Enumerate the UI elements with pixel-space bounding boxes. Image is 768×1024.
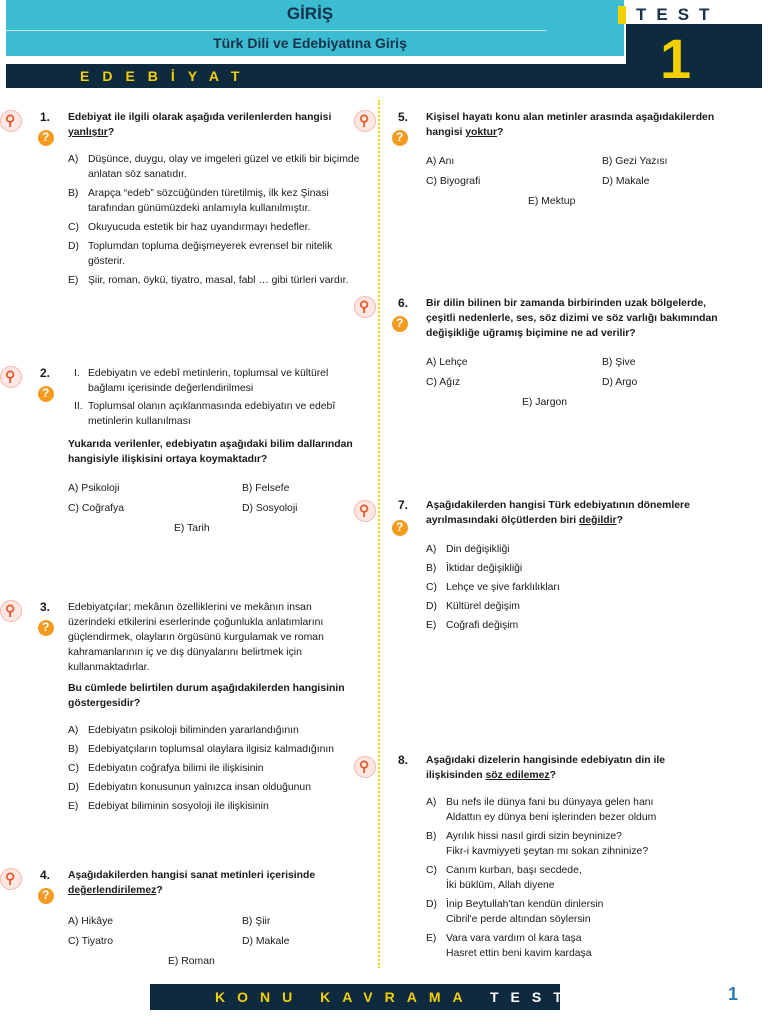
option-d[interactable]: D) Edebiyatın konusunun yalnızca insan olduğunun <box>68 782 311 793</box>
question-number: 4. <box>40 868 51 882</box>
option-a[interactable]: A) Düşünce, duygu, olay ve imgeleri güzel ve etkili bir biçimde anlatan söz sanatıdır. <box>68 154 360 180</box>
test-number-box <box>626 24 762 88</box>
question-2 <box>40 366 360 541</box>
option-a[interactable]: A) Edebiyatın psikoloji biliminden yararlandığının <box>68 725 299 736</box>
question-passage: Edebiyatçılar; mekânın özelliklerini ve mekânın insan üzerindeki etkilerini eserlerinde çoğunlukla anlatımlarını güçlendirmek, olayların örgüsünü kurgulamak ve roman kahramanlarının iç ve dış dünyalarını belirtmek için kullanmaktadırlar. <box>68 602 324 673</box>
option-b[interactable]: B) Şive <box>602 357 636 368</box>
option-c[interactable]: C) Coğrafya <box>68 503 125 514</box>
question-mark-icon[interactable]: ? <box>392 316 408 332</box>
option-e[interactable]: E) Tarih <box>174 523 210 534</box>
question-mark-icon[interactable]: ? <box>38 888 54 904</box>
option-b[interactable]: B) Ayrılık hissi nasıl girdi sizin beyninize? Fikr-i kavmiyyeti şeytan mı sokan zihninize? <box>426 831 649 857</box>
question-stem: Edebiyat ile ilgili olarak aşağıda verilenlerden hangisi yanlıştır? <box>68 112 332 138</box>
option-a[interactable]: A) Psikoloji <box>68 483 120 494</box>
question-6 <box>398 296 720 415</box>
question-number: 1. <box>40 110 51 124</box>
option-e[interactable]: E) Vara vara vardım ol kara taşa Hasret ettin beni kavim kardaşa <box>426 933 592 959</box>
question-stem: Bir dilin bilinen bir zamanda birbirinden uzak bölgelerde, çeşitli nedenlerle, ses, söz dizimi ve söz varlığı bakımından değişikliğe uğramış biçimine ne ad verilir? <box>426 298 718 339</box>
option-e[interactable]: E) Edebiyat biliminin sosyoloji ile ilişkisinin <box>68 801 269 812</box>
option-d[interactable]: D) Toplumdan topluma değişmeyerek evrensel bir nitelik gösterir. <box>68 241 333 267</box>
option-b[interactable]: B) İktidar değişikliği <box>426 563 523 574</box>
option-b[interactable]: B) Arapça “edeb” sözcüğünden türetilmiş, ilk kez Şinasi tarafından günümüzdeki anlamıyla kullanılmıştır. <box>68 188 329 214</box>
question-7 <box>398 498 720 633</box>
search-icon[interactable]: ⚲ <box>354 500 376 522</box>
test-number: 1 <box>660 27 692 90</box>
question-number: 3. <box>40 600 51 614</box>
question-stem: Aşağıdakilerden hangisi sanat metinleri içerisinde değerlendirilemez? <box>68 870 316 896</box>
question-number: 2. <box>40 366 51 380</box>
test-tag-marker <box>618 6 626 24</box>
question-8 <box>398 753 720 961</box>
question-stem: Bu cümlede belirtilen durum aşağıdakilerden hangisinin göstergesidir? <box>68 683 345 709</box>
option-a[interactable]: A) Hikâye <box>68 916 114 927</box>
question-mark-icon[interactable]: ? <box>38 620 54 636</box>
option-b[interactable]: B) Gezi Yazısı <box>602 156 668 167</box>
question-mark-icon[interactable]: ? <box>38 130 54 146</box>
option-c[interactable]: C) Tiyatro <box>68 936 114 947</box>
option-c[interactable]: C) Ağız <box>426 377 461 388</box>
option-a[interactable]: A) Din değişikliği <box>426 544 510 555</box>
header-divider <box>6 30 546 31</box>
question-stem: Aşağıdaki dizelerin hangisinde edebiyatın din ile ilişkisinden söz edilemez? <box>426 755 666 781</box>
option-e[interactable]: E) Şiir, roman, öykü, tiyatro, masal, fabl … gibi türleri vardır. <box>68 275 349 286</box>
option-d[interactable]: D) Argo <box>602 377 638 388</box>
option-a[interactable]: A) Anı <box>426 156 455 167</box>
question-number: 8. <box>398 753 409 767</box>
question-number: 6. <box>398 296 409 310</box>
question-1 <box>40 110 360 288</box>
question-mark-icon[interactable]: ? <box>392 520 408 536</box>
page-subtitle: Türk Dili ve Edebiyatına Giriş <box>213 35 407 51</box>
search-icon[interactable]: ⚲ <box>354 110 376 132</box>
option-d[interactable]: D) Sosyoloji <box>242 503 298 514</box>
column-divider <box>378 100 380 968</box>
option-c[interactable]: C) Edebiyatın coğrafya bilimi ile ilişkisinin <box>68 763 264 774</box>
option-a[interactable]: A) Lehçe <box>426 357 468 368</box>
question-mark-icon[interactable]: ? <box>392 130 408 146</box>
question-3 <box>40 600 360 814</box>
footer-label: KONU KAVRAMA TESTİ <box>215 989 590 1005</box>
option-a[interactable]: A) Bu nefs ile dünya fani bu dünyaya gelen hanı Aldattın ey dünya beni işlerinden bezer oldum <box>426 797 657 823</box>
question-4 <box>40 868 360 974</box>
question-stem: Aşağıdakilerden hangisi Türk edebiyatının dönemlere ayrılmasındaki ölçütlerden biri değildir? <box>426 500 690 526</box>
question-stem: Yukarıda verilenler, edebiyatın aşağıdaki bilim dallarından hangisiyle ilişkisini ortaya koymaktadır? <box>68 439 353 465</box>
question-number: 5. <box>398 110 409 124</box>
option-c[interactable]: C) Biyografi <box>426 176 481 187</box>
question-number: 7. <box>398 498 409 512</box>
search-icon[interactable]: ⚲ <box>354 756 376 778</box>
search-icon[interactable]: ⚲ <box>0 110 22 132</box>
statement-ii: II. Toplumsal olanın açıklanmasında edebiyatın ve edebî metinlerin kullanılması <box>74 401 336 427</box>
section-label: EDEBİYAT <box>80 68 253 84</box>
option-e[interactable]: E) Jargon <box>522 397 568 408</box>
search-icon[interactable]: ⚲ <box>354 296 376 318</box>
option-e[interactable]: E) Roman <box>168 956 215 967</box>
option-c[interactable]: C) Lehçe ve şive farklılıkları <box>426 582 560 593</box>
search-icon[interactable]: ⚲ <box>0 600 22 622</box>
option-e[interactable]: E) Mektup <box>528 196 576 207</box>
statement-i: I. Edebiyatın ve edebî metinlerin, toplumsal ve kültürel bağlamı içerisinde değerlendirilmesi <box>74 368 329 394</box>
option-d[interactable]: D) Makale <box>602 176 650 187</box>
search-icon[interactable]: ⚲ <box>0 868 22 890</box>
option-b[interactable]: B) Felsefe <box>242 483 290 494</box>
option-b[interactable]: B) Edebiyatçıların toplumsal olaylara ilgisiz kalmadığının <box>68 744 335 755</box>
option-c[interactable]: C) Okuyucuda estetik bir haz uyandırmayı hedefler. <box>68 222 311 233</box>
page-title: GİRİŞ <box>286 4 334 23</box>
question-5 <box>398 110 720 214</box>
option-e[interactable]: E) Coğrafi değişim <box>426 620 519 631</box>
option-b[interactable]: B) Şiir <box>242 916 271 927</box>
page-number: 1 <box>728 984 739 1004</box>
question-stem: Kişisel hayatı konu alan metinler arasında aşağıdakilerden hangisi yoktur? <box>426 112 715 138</box>
search-icon[interactable]: ⚲ <box>0 366 22 388</box>
option-d[interactable]: D) İnip Beytullah'tan kendün dinlersin Cibril'e perde altından söylersin <box>426 899 604 925</box>
option-d[interactable]: D) Makale <box>242 936 290 947</box>
question-mark-icon[interactable]: ? <box>38 386 54 402</box>
test-label: TEST <box>636 5 720 24</box>
option-c[interactable]: C) Canım kurban, başı secdede, İki büklüm, Allah diyene <box>426 865 582 891</box>
option-d[interactable]: D) Kültürel değişim <box>426 601 520 612</box>
